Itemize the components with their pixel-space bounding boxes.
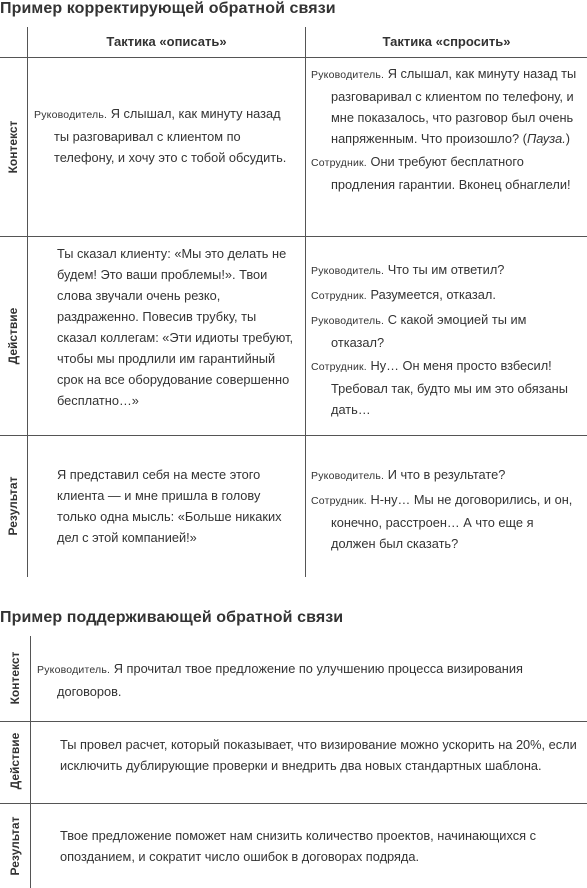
row-label-action: Действие — [6, 307, 20, 365]
cell-context-describe — [34, 103, 296, 170]
cell-result-describe: Я представил себя на месте этого клиента — и мне пришла в голову только одна мысль: «Больше никаких дел с этой компанией!» — [57, 467, 282, 545]
table-divider — [0, 721, 587, 722]
supportive-feedback-table — [0, 636, 587, 888]
dialog-line: Сотрудник. Они требуют бесплатного продления гарантии. Вконец обнаглели! — [311, 154, 571, 192]
dialog-line: Руководитель. Я слышал, как минуту назад ты разговаривал с клиентом по телефону, и мне показалось, что разговор был очень напряженным. Что произошло? (Пауза.) — [311, 66, 577, 146]
dialog-line: Руководитель. И что в результате? — [311, 467, 506, 482]
speaker-label: Руководитель. — [37, 664, 111, 676]
column-header-ask: Тактика «спросить» — [382, 34, 511, 49]
speaker-label: Руководитель. — [311, 69, 385, 81]
section-1-title: Пример корректирующей обратной связи — [0, 0, 336, 17]
table-divider — [0, 435, 587, 436]
table-divider — [305, 27, 306, 577]
dialog-line: Руководитель. Я слышал, как минуту назад ты разговаривал с клиентом по телефону, и хочу это с тобой обсудить. — [34, 106, 287, 165]
table-divider — [0, 803, 587, 804]
dialog-line: Руководитель. Я прочитал твое предложение по улучшению процесса визирования договоров. — [37, 661, 523, 699]
speaker-label: Руководитель. — [311, 470, 385, 482]
table-divider — [0, 57, 587, 58]
cell-context-ask — [311, 63, 581, 197]
speaker-label: Руководитель. — [311, 265, 385, 277]
cell-action: Ты провел расчет, который показывает, что визирование можно ускорить на 20%, если исключить дублирующие проверки и внедрить два новых стандартных шаблона. — [60, 737, 577, 773]
section-2-title: Пример поддерживающей обратной связи — [0, 609, 344, 626]
row-label-result: Результат — [8, 816, 22, 876]
table-divider — [27, 27, 28, 577]
dialog-line: Руководитель. С какой эмоцией ты им отказал? — [311, 312, 527, 350]
speaker-label: Руководитель. — [34, 109, 108, 121]
cell-action-describe: Ты сказал клиенту: «Мы это делать не будем! Это ваши проблемы!». Твои слова звучали очень резко, раздраженно. Повесив трубку, ты сказал коллегам: «Эти идиоты требуют, чтобы мы продлили им гарантийный срок на все оборудование совершенно бесплатно…» — [57, 246, 294, 408]
dialog-line: Руководитель. Что ты им ответил? — [311, 262, 505, 277]
dialog-line: Сотрудник. Разумеется, отказал. — [311, 287, 496, 302]
row-label-context: Контекст — [6, 120, 20, 174]
speaker-label: Сотрудник. — [311, 361, 367, 373]
dialog-line: Сотрудник. Н-ну… Мы не договорились, и он, конечно, расстроен… А что еще я должен был сказать? — [311, 492, 573, 551]
table-divider — [30, 636, 31, 888]
speaker-label: Сотрудник. — [311, 157, 367, 169]
dialog-line: Сотрудник. Ну… Он меня просто взбесил! Требовал так, будто мы им это обязаны дать… — [311, 358, 568, 417]
speaker-label: Руководитель. — [311, 315, 385, 327]
row-label-action: Действие — [8, 732, 22, 790]
corrective-feedback-table — [0, 27, 587, 577]
cell-action-ask — [311, 259, 581, 422]
row-label-context: Контекст — [8, 651, 22, 705]
cell-result-ask — [311, 464, 581, 556]
speaker-label: Сотрудник. — [311, 290, 367, 302]
cell-context — [37, 658, 577, 704]
row-label-result: Результат — [6, 476, 20, 536]
speaker-label: Сотрудник. — [311, 495, 367, 507]
column-header-describe: Тактика «описать» — [106, 34, 227, 49]
cell-result: Твое предложение поможет нам снизить количество проектов, начинающихся с опозданием, и сократит число ошибок в договорах подряда. — [60, 828, 536, 864]
table-divider — [0, 236, 587, 237]
